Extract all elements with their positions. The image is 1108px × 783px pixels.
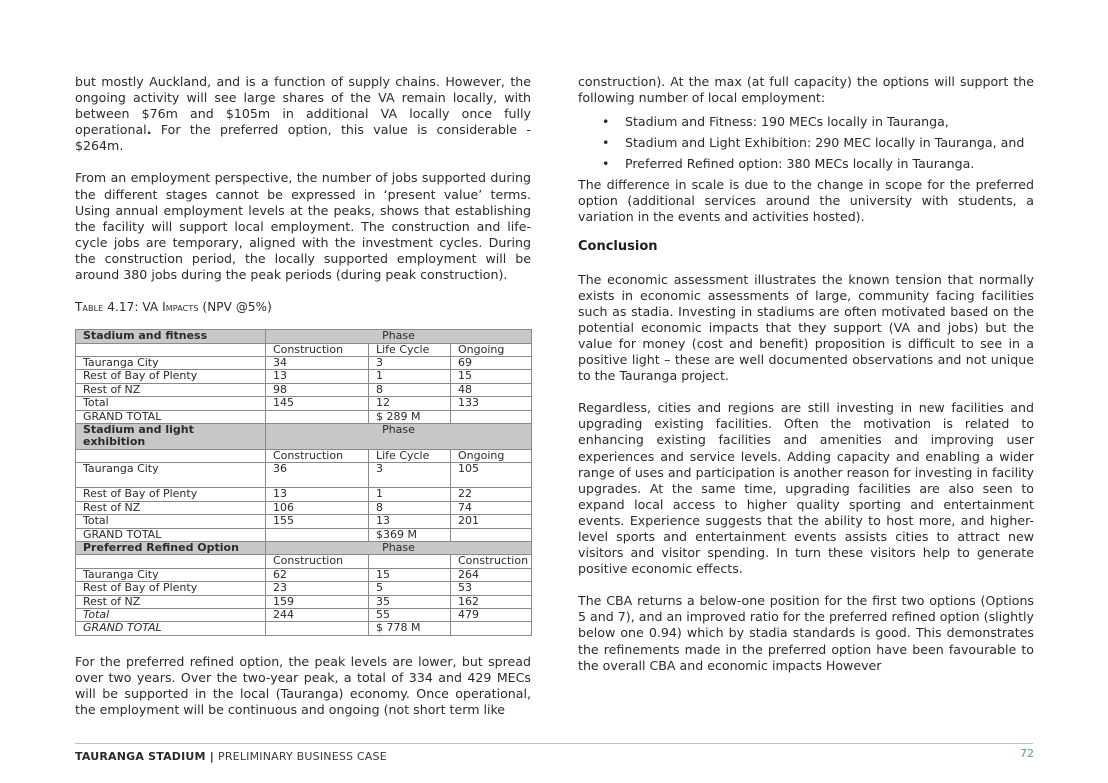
list-item: • Preferred Refined option: 380 MECs locally in Tauranga. bbox=[602, 156, 975, 172]
paragraph-preferred-option: For the preferred refined option, the peak levels are lower, but spread over two years. Over the two-year peak, a total of 334 and 429 MECs will be supported in the local (Tauranga) economy. Once operational, the employment will be continuous and ongoing (not short term like bbox=[75, 653, 531, 718]
section-heading-conclusion: Conclusion bbox=[578, 239, 658, 255]
footer-doc-title: PRELIMINARY BUSINESS CASE bbox=[218, 750, 387, 763]
table-row: Rest of Bay of Plenty 13 1 15 bbox=[76, 370, 532, 383]
paragraph-employment: From an employment perspective, the number of jobs supported during the different stages cannot be expressed in ‘present value’ terms. Using annual employment levels at the peaks, shows that establishing the facility will support local employment. The construction and life-cycle jobs are temporary, aligned with the investment cycles. During the construction period, the locally supported employment will be around 380 jobs during the peak periods (during peak construction). bbox=[75, 170, 531, 283]
section-header: Stadium and fitness Phase bbox=[76, 330, 532, 343]
footer-brand: TAURANGA STADIUM bbox=[75, 750, 206, 763]
table-row: Tauranga City 62 15 264 bbox=[76, 568, 532, 581]
table-row: Total 155 13 201 bbox=[76, 515, 532, 528]
footer: TAURANGA STADIUM | PRELIMINARY BUSINESS CASE bbox=[75, 750, 387, 763]
employment-bullet-list bbox=[578, 114, 1034, 172]
table-row: Rest of NZ 159 35 162 bbox=[76, 595, 532, 608]
list-item: • Stadium and Fitness: 190 MECs locally in Tauranga, bbox=[602, 114, 949, 130]
table-row: Tauranga City 36 3 105 bbox=[76, 463, 532, 488]
bullet-icon: • bbox=[602, 114, 610, 130]
paragraph-investing: Regardless, cities and regions are still investing in new facilities and upgrading existing facilities. Often the motivation is related to enhancing existing facilities and amenities and improving user experiences and service levels. Adding capacity and enabling a wider range of uses and participation is another reason for investing in facility upgrades. At the same time, upgrading facilities are also seen to expand local access to higher quality sporting and entertainment events. Experience suggests that the ability to host more, and higher-level sports and entertainment events assists cities to attract new visitors and visitor spending. In turn these visitors help to generate positive economic effects. bbox=[578, 400, 1034, 577]
table-row: Total 145 12 133 bbox=[76, 397, 532, 410]
bullet-icon: • bbox=[602, 156, 610, 172]
left-column bbox=[75, 74, 531, 718]
list-item: • Stadium and Light Exhibition: 290 MEC locally in Tauranga, and bbox=[602, 135, 1025, 151]
bullet-icon: • bbox=[602, 135, 610, 151]
table-row: Tauranga City 34 3 69 bbox=[76, 357, 532, 370]
grand-total-row: GRAND TOTAL $369 M bbox=[76, 528, 532, 541]
paragraph-max-capacity: construction). At the max (at full capacity) the options will support the following number of local employment: bbox=[578, 74, 1034, 106]
grand-total-row: GRAND TOTAL $ 778 M bbox=[76, 622, 532, 635]
column-headers: Construction Life Cycle Ongoing bbox=[76, 343, 532, 356]
va-impacts-table bbox=[75, 329, 532, 636]
table-caption: Table 4.17: VA Impacts (NPV @5%) bbox=[75, 300, 272, 315]
grand-total-row: GRAND TOTAL $ 289 M bbox=[76, 410, 532, 423]
table-row: Total 244 55 479 bbox=[76, 608, 532, 621]
paragraph-va-local: but mostly Auckland, and is a function of supply chains. However, the ongoing activity will see large shares of the VA remain locally, with between $76m and $105m in additional VA locally once fully operational. For the preferred option, this value is considerable - $264m. bbox=[75, 74, 531, 154]
table-row: Rest of NZ 98 8 48 bbox=[76, 383, 532, 396]
table-row: Rest of Bay of Plenty 23 5 53 bbox=[76, 582, 532, 595]
footer-divider bbox=[75, 743, 1033, 744]
table-row: Rest of NZ 106 8 74 bbox=[76, 501, 532, 514]
paragraph-scale-difference: The difference in scale is due to the change in scope for the preferred option (additional services around the university with students, a variation in the events and activities hosted). bbox=[578, 177, 1034, 225]
right-column bbox=[578, 74, 1034, 674]
section-header: Preferred Refined Option Phase bbox=[76, 541, 532, 554]
paragraph-cba: The CBA returns a below-one position for the first two options (Options 5 and 7), and an improved ratio for the preferred refined option (slightly below one 0.94) which by stadia standards is good. This demonstrates the refinements made in the preferred option have been favourable to the overall CBA and economic impacts However bbox=[578, 593, 1034, 673]
table-row: Rest of Bay of Plenty 13 1 22 bbox=[76, 488, 532, 501]
section-header: Stadium and light exhibition Phase bbox=[76, 424, 532, 450]
column-headers: Construction Construction bbox=[76, 555, 532, 568]
paragraph-economic-assessment: The economic assessment illustrates the known tension that normally exists in economic assessments of large, community facing facilities such as stadia. Investing in stadiums are often motivated based on the potential economic impacts that they support (VA and jobs) but the value for money (cost and benefit) proposition is difficult to see in a positive light – these are well documented observations and not unique to the Tauranga project. bbox=[578, 271, 1034, 384]
column-headers: Construction Life Cycle Ongoing bbox=[76, 449, 532, 462]
page-number: 72 bbox=[1020, 747, 1034, 760]
